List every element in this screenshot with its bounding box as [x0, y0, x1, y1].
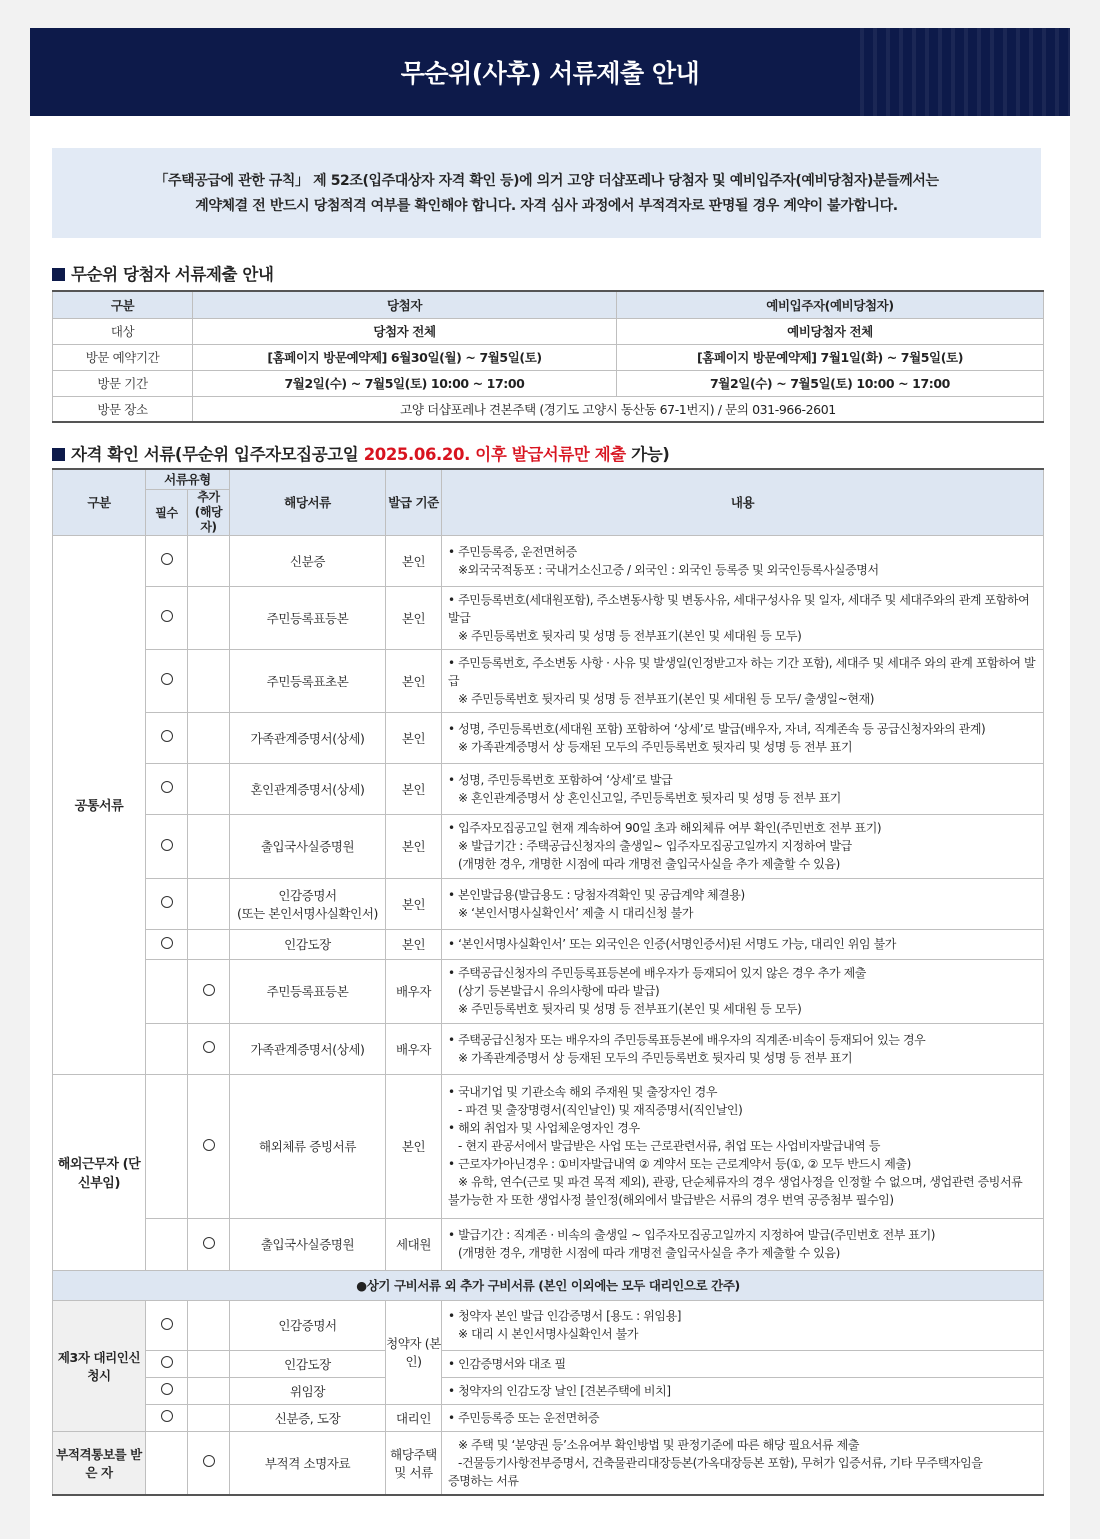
document-cell: [230, 1431, 386, 1495]
additional-cell: [188, 1431, 230, 1495]
document-cell: [230, 1300, 386, 1350]
additional-cell: [188, 1300, 230, 1350]
document-name: 인감증명서: [278, 1318, 337, 1333]
content-line: ※ 혼인관계증명서 상 혼인신고일, 주민등록번호 뒷자리 및 성명 등 전부 표기: [458, 790, 841, 805]
cell: 당첨자 전체: [193, 318, 617, 344]
circle-mark-icon: [161, 730, 173, 742]
content-line: • 주택공급신청자의 주민등록표등본에 배우자가 등재되어 있지 않은 경우 추가 제출: [448, 966, 866, 980]
section-title-text: 자격 확인 서류(무순위 입주자모집공고일: [71, 445, 364, 464]
content-cell: [442, 649, 1044, 712]
required-cell: [146, 814, 188, 878]
document-cell: [230, 878, 386, 929]
square-bullet-icon: [52, 448, 65, 461]
issuer-cell: 본인: [386, 878, 442, 929]
circle-mark-icon: [203, 1041, 215, 1053]
content-line: • 성명, 주민등록번호(세대원 포함) 포함하여 ‘상세’로 발급(배우자, 자녀, 직계존속 등 공급신청자와의 관계): [448, 721, 986, 736]
document-name: 주민등록표초본: [266, 673, 349, 689]
content-line: ※ 주민등록번호 뒷자리 및 성명 등 전부표기(본인 및 세대원 등 모두): [458, 1002, 802, 1016]
document-name: 주민등록표등본: [266, 984, 349, 999]
table-header: 발급 기준: [386, 469, 442, 535]
issuer-cell: 대리인: [386, 1404, 442, 1431]
content-line: (개명한 경우, 개명한 시점에 따라 개명전 출입국사실을 추가 제출할 수 있음): [458, 857, 840, 871]
content-line: ※ 유학, 연수(근로 및 파견 목적 제외), 관광, 단순체류자의 경우 생업사정을 인정할 수 없으며, 생업관련 증빙서류: [458, 1175, 1023, 1189]
content-line: • 인감증명서와 대조 필: [448, 1356, 566, 1371]
content-line: ※ 가족관계증명서 상 등재된 모두의 주민등록번호 뒷자리 및 성명 등 전부 표기: [458, 739, 853, 754]
table-header: 당첨자: [193, 291, 617, 318]
content-cell: [442, 535, 1044, 586]
table-header: 필수: [146, 489, 188, 535]
content-line: - 파견 및 출장명령서(직인날인) 및 재직증명서(직인날인): [458, 1103, 743, 1117]
issuer-cell: 본인: [386, 586, 442, 649]
table-row: [53, 929, 1044, 959]
table-row: [53, 396, 1044, 422]
content-cell: [442, 1350, 1044, 1377]
required-cell: [146, 535, 188, 586]
content-cell: [442, 1074, 1044, 1218]
additional-cell: [188, 712, 230, 763]
content-cell: [442, 586, 1044, 649]
document-cell: [230, 929, 386, 959]
document-name: 신분증: [290, 553, 326, 569]
required-cell: [146, 1023, 188, 1074]
content-line: ※외국국적동포 : 국내거소신고증 / 외국인 : 외국인 등록증 및 외국인등록사실증명서: [458, 562, 879, 577]
document-cell: [230, 959, 386, 1023]
document-name: 신분증, 도장: [274, 1410, 341, 1426]
table-header: 예비입주자(예비당첨자): [617, 291, 1044, 318]
cell: 예비당첨자 전체: [617, 318, 1044, 344]
table-row: [53, 763, 1044, 814]
document-name: 부적격 소명자료: [264, 1455, 351, 1471]
category-cell: 공통서류: [53, 535, 146, 1074]
issuer-cell: 배우자: [386, 1023, 442, 1074]
table-row: [53, 535, 1044, 586]
document-cell: [230, 1377, 386, 1404]
content-cell: [442, 1404, 1044, 1431]
document-cell: [230, 763, 386, 814]
document-name: 인감도장: [284, 1356, 331, 1372]
content-line: ※ 발급기간 : 주택공급신청자의 출생일~ 입주자모집공고일까지 지정하여 발급: [458, 839, 852, 853]
document-cell: [230, 586, 386, 649]
circle-mark-icon: [161, 1383, 173, 1395]
required-cell: [146, 1074, 188, 1218]
circle-mark-icon: [161, 937, 173, 949]
table-row: [53, 1300, 1044, 1350]
table-row: [53, 586, 1044, 649]
content-cell: [442, 1023, 1044, 1074]
circle-mark-icon: [203, 1455, 215, 1467]
additional-cell: [188, 535, 230, 586]
category-cell: 부적격통보를 받은 자: [53, 1431, 146, 1495]
cell: [홈페이지 방문예약제] 6월30일(월) ~ 7월5일(토): [193, 344, 617, 370]
required-cell: [146, 763, 188, 814]
table-row: [53, 1377, 1044, 1404]
page-title: 무순위(사후) 서류제출 안내: [400, 59, 700, 88]
circle-mark-icon: [203, 1139, 215, 1151]
table-row: [53, 344, 1044, 370]
section-title: [52, 261, 274, 285]
content-line: • 주민등록증, 운전면허증: [448, 544, 577, 559]
content-cell: [442, 1431, 1044, 1495]
document-cell: [230, 1074, 386, 1218]
table-header: 추가 (해당자): [188, 489, 230, 535]
document-cell: [230, 535, 386, 586]
section-title: [52, 441, 669, 465]
required-cell: [146, 649, 188, 712]
table-row: [53, 1218, 1044, 1270]
content-line: ※ 주택 및 ‘분양권 등’소유여부 확인방법 및 판정기준에 따른 해당 필요서류 제출: [458, 1437, 860, 1452]
cell: 고양 더샵포레나 견본주택 (경기도 고양시 동산동 67-1번지) / 문의 031-966-2601: [193, 396, 1044, 422]
additional-cell: [188, 1074, 230, 1218]
notice-box: [52, 148, 1041, 238]
content-line: • 주민등록번호(세대원포함), 주소변동사항 및 변동사유, 세대구성사유 및 일자, 세대주 및 세대주와의 관계 포함하여 발급: [448, 592, 1030, 625]
table-row: [53, 712, 1044, 763]
additional-cell: [188, 1218, 230, 1270]
document-name: 혼인관계증명서(상세): [250, 781, 365, 797]
table-row: [53, 1074, 1044, 1218]
issuer-cell: 해당주택 및 서류: [386, 1431, 442, 1495]
additional-cell: [188, 1350, 230, 1377]
table-row: [53, 318, 1044, 344]
table-header: 내용: [442, 469, 1044, 535]
document-cell: [230, 1218, 386, 1270]
required-cell: [146, 959, 188, 1023]
page: [30, 28, 1070, 1539]
cell: 7월2일(수) ~ 7월5일(토) 10:00 ~ 17:00: [193, 370, 617, 396]
document-cell: [230, 1350, 386, 1377]
row-label: 방문 장소: [53, 396, 193, 422]
document-cell: [230, 649, 386, 712]
content-line: ※ 가족관계증명서 상 등재된 모두의 주민등록번호 뒷자리 및 성명 등 전부 표기: [458, 1050, 853, 1065]
document-name: 출입국사실증명원: [260, 1237, 355, 1252]
issuer-cell: 본인: [386, 1074, 442, 1218]
content-cell: [442, 878, 1044, 929]
issuer-cell: 세대원: [386, 1218, 442, 1270]
table-row: [53, 1431, 1044, 1495]
required-cell: [146, 1300, 188, 1350]
issuer-cell: 청약자 (본인): [386, 1300, 442, 1404]
content-line: • 주민등록번호, 주소변동 사항 · 사유 및 발생일(인정받고자 하는 기간 포함), 세대주 및 세대주 와의 관계 포함하여 발급: [448, 655, 1036, 688]
required-cell: [146, 1404, 188, 1431]
subheader-row: [53, 1270, 1044, 1300]
document-cell: [230, 1023, 386, 1074]
content-line: 증명하는 서류: [448, 1473, 519, 1488]
cell: 7월2일(수) ~ 7월5일(토) 10:00 ~ 17:00: [617, 370, 1044, 396]
additional-cell: [188, 1404, 230, 1431]
issuer-cell: 본인: [386, 535, 442, 586]
issuer-cell: 본인: [386, 929, 442, 959]
content-cell: [442, 712, 1044, 763]
section-title-highlight: 2025.06.20. 이후 발급서류만 제출: [363, 445, 626, 464]
header-banner: [30, 28, 1070, 116]
circle-mark-icon: [203, 1237, 215, 1249]
content-line: • 해외 취업자 및 사업체운영자인 경우: [448, 1121, 640, 1135]
content-line: ※ ‘본인서명사실확인서’ 제출 시 대리신청 불가: [458, 905, 694, 920]
notice-line: 계약체결 전 반드시 당첨적격 여부를 확인해야 합니다. 자격 심사 과정에서 부적격자로 판명될 경우 계약이 불가합니다.: [195, 198, 898, 214]
content-line: • 입주자모집공고일 현재 계속하여 90일 초과 해외체류 여부 확인(주민번호 전부 표기): [448, 821, 882, 835]
content-line: • 국내기업 및 기관소속 해외 주재원 및 출장자인 경우: [448, 1085, 718, 1099]
cell: [홈페이지 방문예약제] 7월1일(화) ~ 7월5일(토): [617, 344, 1044, 370]
issuer-cell: 배우자: [386, 959, 442, 1023]
additional-cell: [188, 1023, 230, 1074]
additional-cell: [188, 959, 230, 1023]
content-cell: [442, 1218, 1044, 1270]
document-cell: [230, 814, 386, 878]
document-name: 해외체류 증빙서류: [259, 1139, 356, 1154]
table-header: 서류유형: [146, 469, 230, 489]
circle-mark-icon: [161, 610, 173, 622]
section-title-text: 가능): [625, 445, 670, 464]
document-name: 가족관계증명서(상세): [250, 730, 365, 746]
notice-line: 「주택공급에 관한 규칙」 제 52조(입주대상자 자격 확인 등)에 의거 고양 더샵포레나 당첨자 및 예비입주자(예비당첨자)분들께서는: [154, 173, 939, 189]
content-line: • 주택공급신청자 또는 배우자의 주민등록표등본에 배우자의 직계존·비속이 등재되어 있는 경우: [448, 1032, 926, 1047]
content-cell: [442, 763, 1044, 814]
content-line: ※ 대리 시 본인서명사실확인서 불가: [458, 1327, 639, 1341]
table-row: [53, 1350, 1044, 1377]
content-line: • 청약자 본인 발급 인감증명서 [용도 : 위임용]: [448, 1309, 682, 1323]
document-name: 출입국사실증명원: [260, 839, 355, 854]
required-cell: [146, 1377, 188, 1404]
content-line: (개명한 경우, 개명한 시점에 따라 개명전 출입국사실을 추가 제출할 수 있음): [458, 1246, 840, 1260]
required-cell: [146, 878, 188, 929]
content-line: • 발급기간 : 직계존 · 비속의 출생일 ~ 입주자모집공고일까지 지정하여 발급(주민번호 전부 표기): [448, 1228, 936, 1242]
table-header: 구분: [53, 291, 193, 318]
table-row: [53, 1404, 1044, 1431]
required-cell: [146, 712, 188, 763]
content-line: ※ 주민등록번호 뒷자리 및 성명 등 전부표기(본인 및 세대원 등 모두): [458, 628, 802, 643]
content-line: • 주민등록증 또는 운전면허증: [448, 1410, 600, 1425]
additional-cell: [188, 763, 230, 814]
additional-cell: [188, 814, 230, 878]
additional-cell: [188, 878, 230, 929]
document-name: 인감증명서: [278, 887, 337, 903]
required-cell: [146, 929, 188, 959]
circle-mark-icon: [161, 896, 173, 908]
document-name: 위임장: [290, 1383, 326, 1399]
content-line: - 현지 관공서에서 발급받은 사업 또는 근로관련서류, 취업 또는 사업비자발급내역 등: [458, 1139, 881, 1153]
table-row: [53, 1023, 1044, 1074]
row-label: 방문 기간: [53, 370, 193, 396]
content-line: 불가능한 자 또한 생업사정 불인정(해외에서 발급받은 서류의 경우 번역 공증첨부 필수임): [448, 1193, 894, 1207]
circle-mark-icon: [161, 553, 173, 565]
document-name: 가족관계증명서(상세): [250, 1041, 365, 1057]
required-cell: [146, 1218, 188, 1270]
circle-mark-icon: [161, 1356, 173, 1368]
row-label: 방문 예약기간: [53, 344, 193, 370]
content-line: ※ 주민등록번호 뒷자리 및 성명 등 전부표기(본인 및 세대원 등 모두/ 출생일~현재): [458, 691, 875, 706]
content-line: • 본인발급용(발급용도 : 당첨자격확인 및 공급계약 체결용): [448, 887, 745, 902]
square-bullet-icon: [52, 268, 65, 281]
row-label: 대상: [53, 318, 193, 344]
table-row: [53, 959, 1044, 1023]
section-title-text: 무순위 당첨자 서류제출 안내: [71, 265, 274, 284]
circle-mark-icon: [161, 673, 173, 685]
content-cell: [442, 959, 1044, 1023]
table-row: [53, 370, 1044, 396]
additional-cell: [188, 649, 230, 712]
subheader-text: ●상기 구비서류 외 추가 구비서류 (본인 이외에는 모두 대리인으로 간주): [53, 1270, 1044, 1300]
content-cell: [442, 929, 1044, 959]
table-row: [53, 649, 1044, 712]
content-cell: [442, 1300, 1044, 1350]
content-cell: [442, 814, 1044, 878]
required-cell: [146, 586, 188, 649]
content-line: • 근로자가아닌경우 : ①비자발급내역 ② 계약서 또는 근로계약서 등(①, ② 모두 반드시 제출): [448, 1157, 911, 1171]
content-line: • 성명, 주민등록번호 포함하여 ‘상세’로 발급: [448, 772, 673, 787]
issuer-cell: 본인: [386, 814, 442, 878]
additional-cell: [188, 929, 230, 959]
documents-table: [52, 468, 1044, 1496]
issuer-cell: 본인: [386, 712, 442, 763]
additional-cell: [188, 586, 230, 649]
circle-mark-icon: [203, 984, 215, 996]
required-cell: [146, 1431, 188, 1495]
category-cell: 해외근무자 (단신부임): [53, 1074, 146, 1270]
document-name: 인감도장: [284, 937, 331, 952]
additional-cell: [188, 1377, 230, 1404]
content-line: • ‘본인서명사실확인서’ 또는 외국인은 인증(서명인증서)된 서명도 가능, 대리인 위임 불가: [448, 937, 896, 951]
required-cell: [146, 1350, 188, 1377]
circle-mark-icon: [161, 1410, 173, 1422]
content-line: -건물등기사항전부증명서, 건축물관리대장등본(가옥대장등본 포함), 무허가 입증서류, 기타 무주택자임을: [458, 1455, 983, 1470]
content-line: (상기 등본발급시 유의사항에 따라 발급): [458, 984, 660, 998]
table-row: [53, 878, 1044, 929]
document-name: 주민등록표등본: [266, 610, 349, 626]
table-row: [53, 814, 1044, 878]
lottery-winner-table: [52, 290, 1044, 423]
circle-mark-icon: [161, 839, 173, 851]
circle-mark-icon: [161, 781, 173, 793]
table-header: 구분: [53, 469, 146, 535]
content-line: • 청약자의 인감도장 날인 [견본주택에 비치]: [448, 1383, 671, 1398]
document-name-sub: (또는 본인서명사실확인서): [237, 905, 378, 921]
document-cell: [230, 1404, 386, 1431]
content-cell: [442, 1377, 1044, 1404]
category-cell: 제3자 대리인신청시: [53, 1300, 146, 1431]
issuer-cell: 본인: [386, 649, 442, 712]
circle-mark-icon: [161, 1318, 173, 1330]
table-header: 해당서류: [230, 469, 386, 535]
issuer-cell: 본인: [386, 763, 442, 814]
document-cell: [230, 712, 386, 763]
